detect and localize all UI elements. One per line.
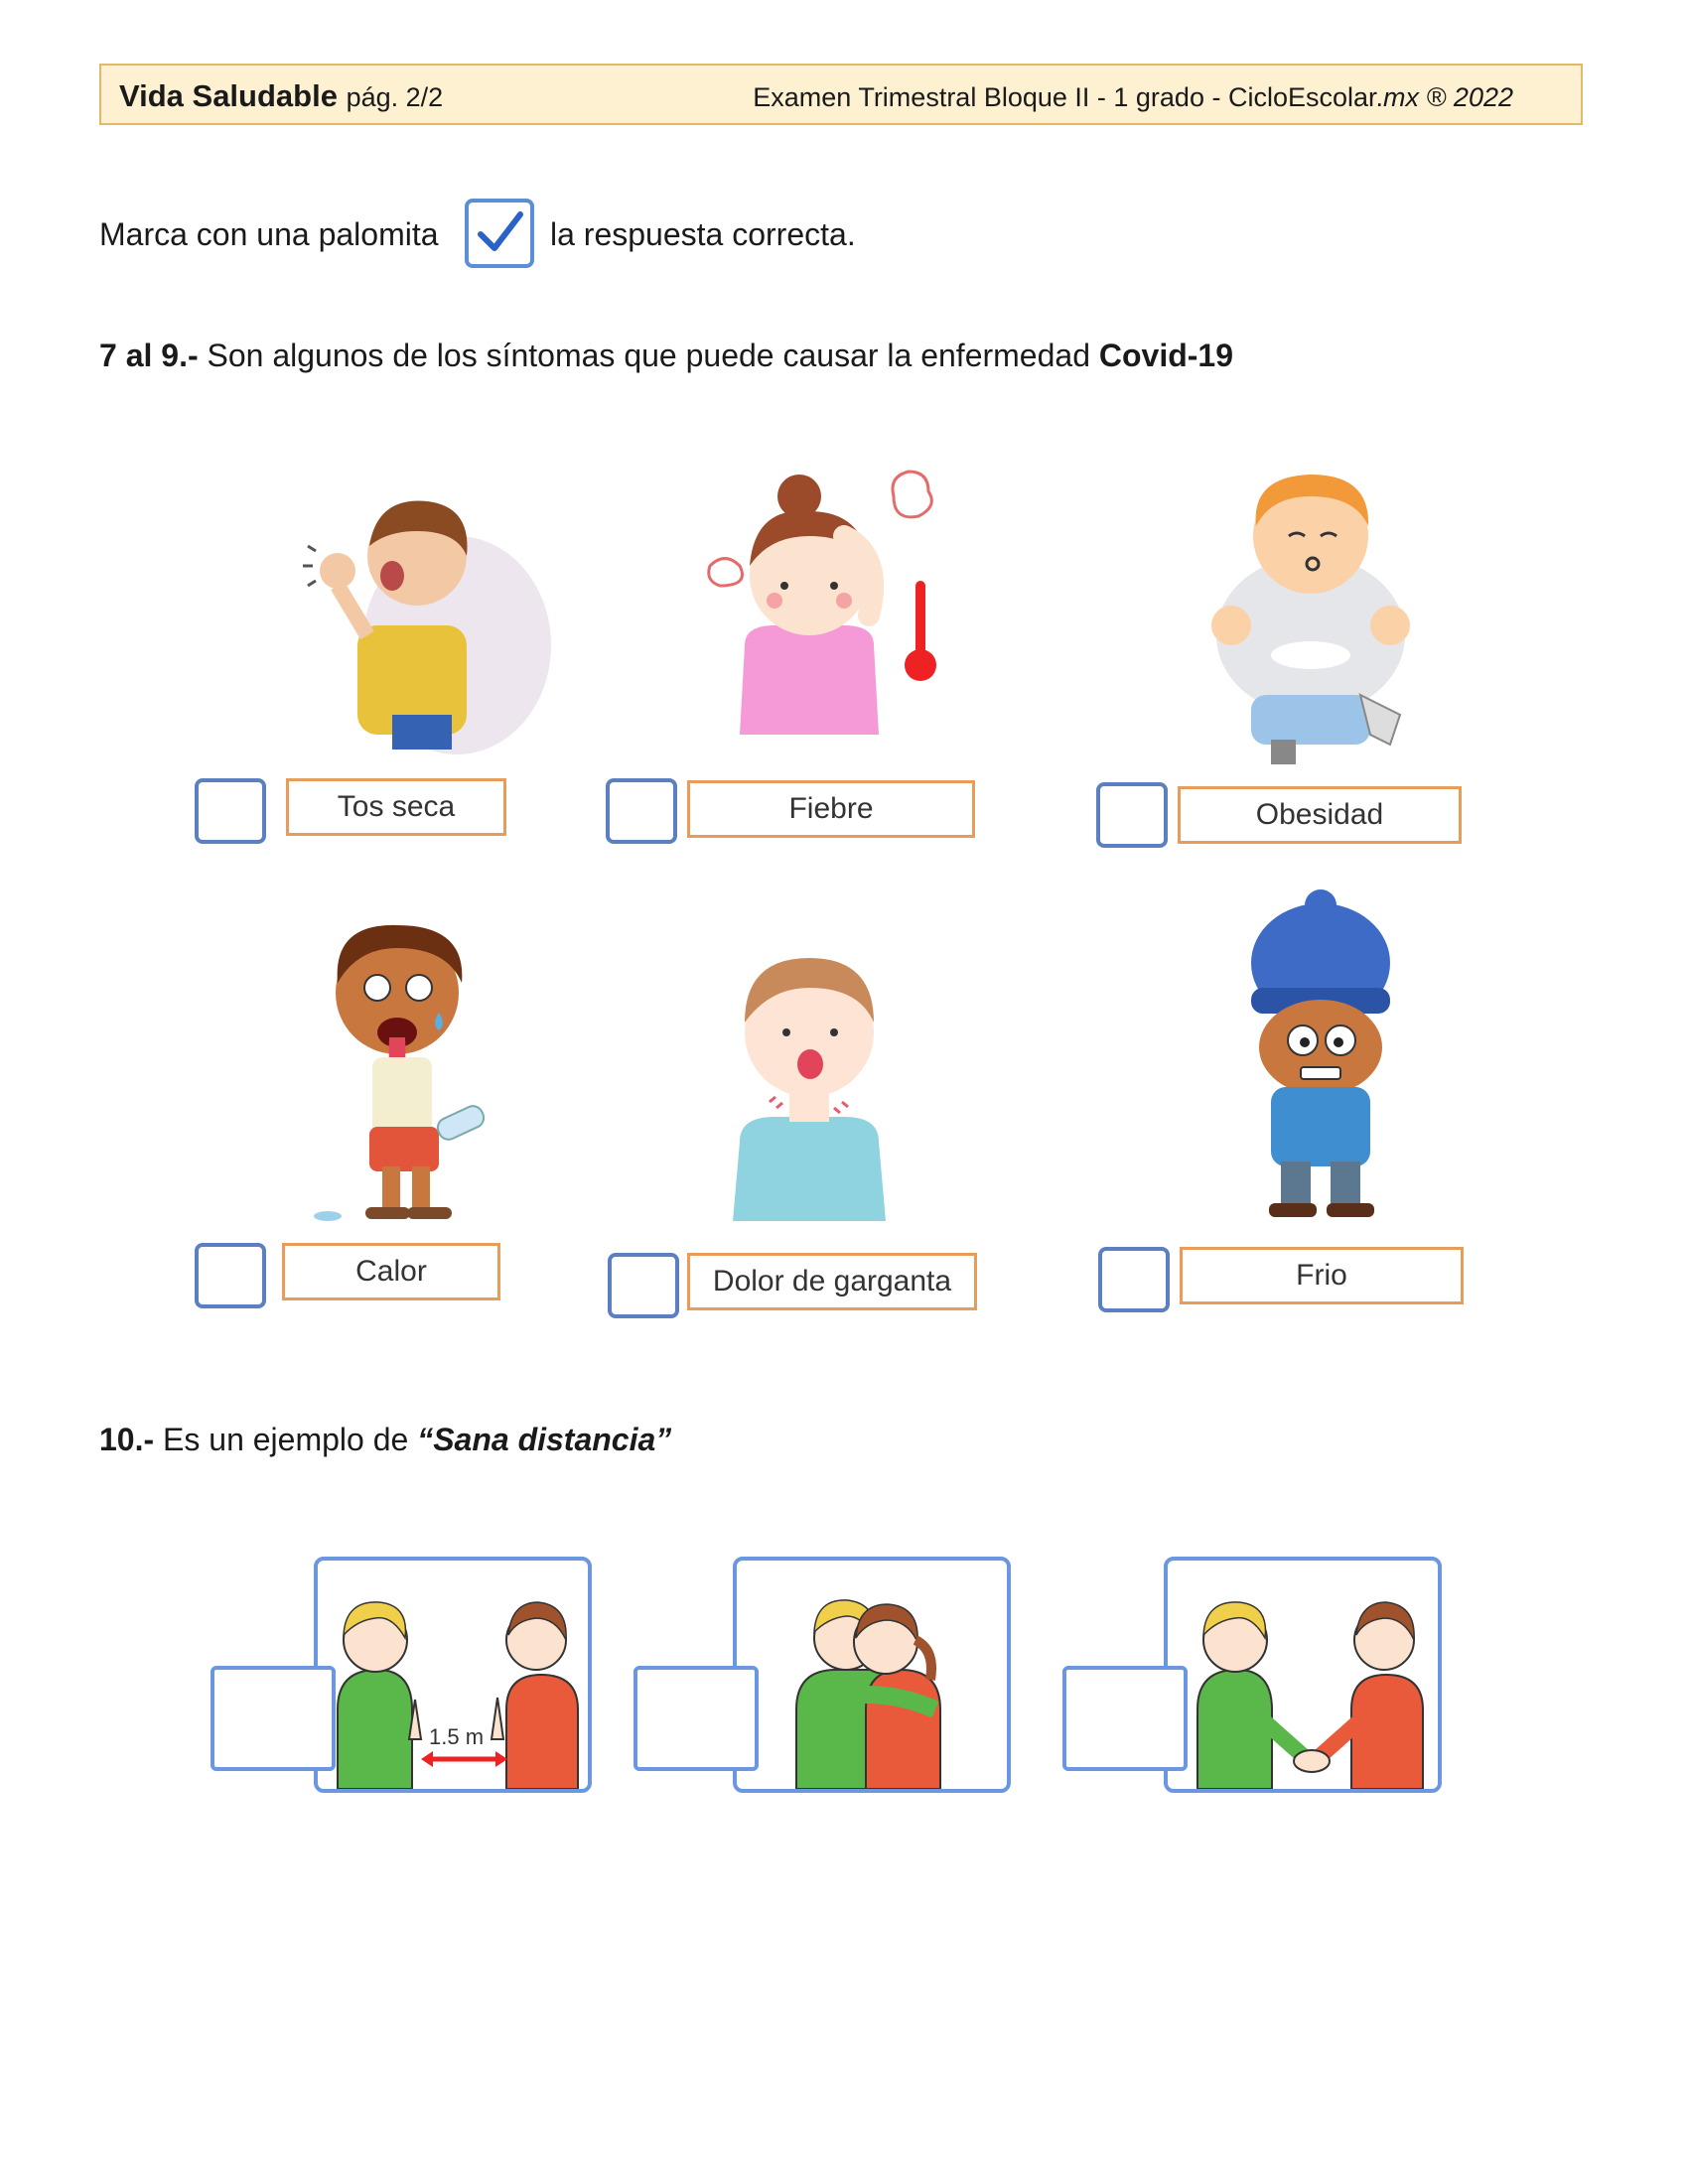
fever-girl-illustration — [685, 467, 953, 764]
distance-label: 1.5 m — [429, 1724, 485, 1749]
question-10 — [99, 1422, 671, 1458]
header-right — [753, 82, 1513, 113]
exam-title-mx: mx — [1383, 82, 1420, 112]
option-label-obesidad: Obesidad — [1178, 786, 1462, 844]
option-label-calor: Calor — [282, 1243, 500, 1300]
question-7-9 — [99, 338, 1233, 374]
cold-boy-illustration — [1221, 884, 1420, 1231]
instruction-text-after: la respuesta correcta. — [550, 216, 856, 252]
option-label-dolor-de-garganta: Dolor de garganta — [687, 1253, 977, 1310]
question-italic: “Sana distancia” — [417, 1422, 672, 1457]
checkbox-fiebre[interactable] — [606, 778, 677, 844]
scene-frame-handshake — [1164, 1557, 1442, 1793]
scene-frame-distance — [314, 1557, 592, 1793]
subject-title: Vida Saludable — [119, 78, 338, 113]
checkbox-handshake[interactable] — [1062, 1666, 1188, 1771]
coughing-boy-illustration — [298, 477, 556, 754]
distance-scene-illustration — [318, 1561, 588, 1789]
question-bold: Covid-19 — [1098, 338, 1234, 373]
sore-throat-boy-illustration — [715, 933, 904, 1231]
option-label-fiebre: Fiebre — [687, 780, 975, 838]
scene-frame-hug — [733, 1557, 1011, 1793]
hug-scene-illustration — [737, 1561, 1007, 1789]
checkbox-calor[interactable] — [195, 1243, 266, 1308]
question-number: 7 al 9.- — [99, 338, 199, 373]
header-left — [119, 78, 443, 114]
hot-boy-illustration — [298, 913, 506, 1231]
page-header — [99, 64, 1583, 125]
exam-title-year: ® 2022 — [1419, 82, 1513, 112]
question-text: Son algunos de los síntomas que puede causar la enfermedad — [198, 338, 1099, 373]
exam-title: Examen Trimestral Bloque II - 1 grado - CicloEscolar. — [753, 82, 1384, 112]
checkbox-distance[interactable] — [211, 1666, 336, 1771]
checkbox-frio[interactable] — [1098, 1247, 1170, 1312]
instruction-text: Marca con una palomita — [99, 216, 439, 252]
checkbox-tos-seca[interactable] — [195, 778, 266, 844]
option-label-tos-seca: Tos seca — [286, 778, 506, 836]
handshake-scene-illustration — [1168, 1561, 1438, 1789]
option-label-frio: Frio — [1180, 1247, 1464, 1304]
checkbox-dolor-de-garganta[interactable] — [608, 1253, 679, 1318]
page-number: pág. 2/2 — [346, 82, 444, 112]
check-mark-icon — [469, 203, 530, 264]
question-number: 10.- — [99, 1422, 155, 1457]
checkbox-obesidad[interactable] — [1096, 782, 1168, 848]
checkbox-hug[interactable] — [633, 1666, 759, 1771]
overweight-boy-illustration — [1192, 457, 1430, 774]
question-text: Es un ejemplo de — [154, 1422, 418, 1457]
sample-checkbox — [465, 199, 534, 268]
